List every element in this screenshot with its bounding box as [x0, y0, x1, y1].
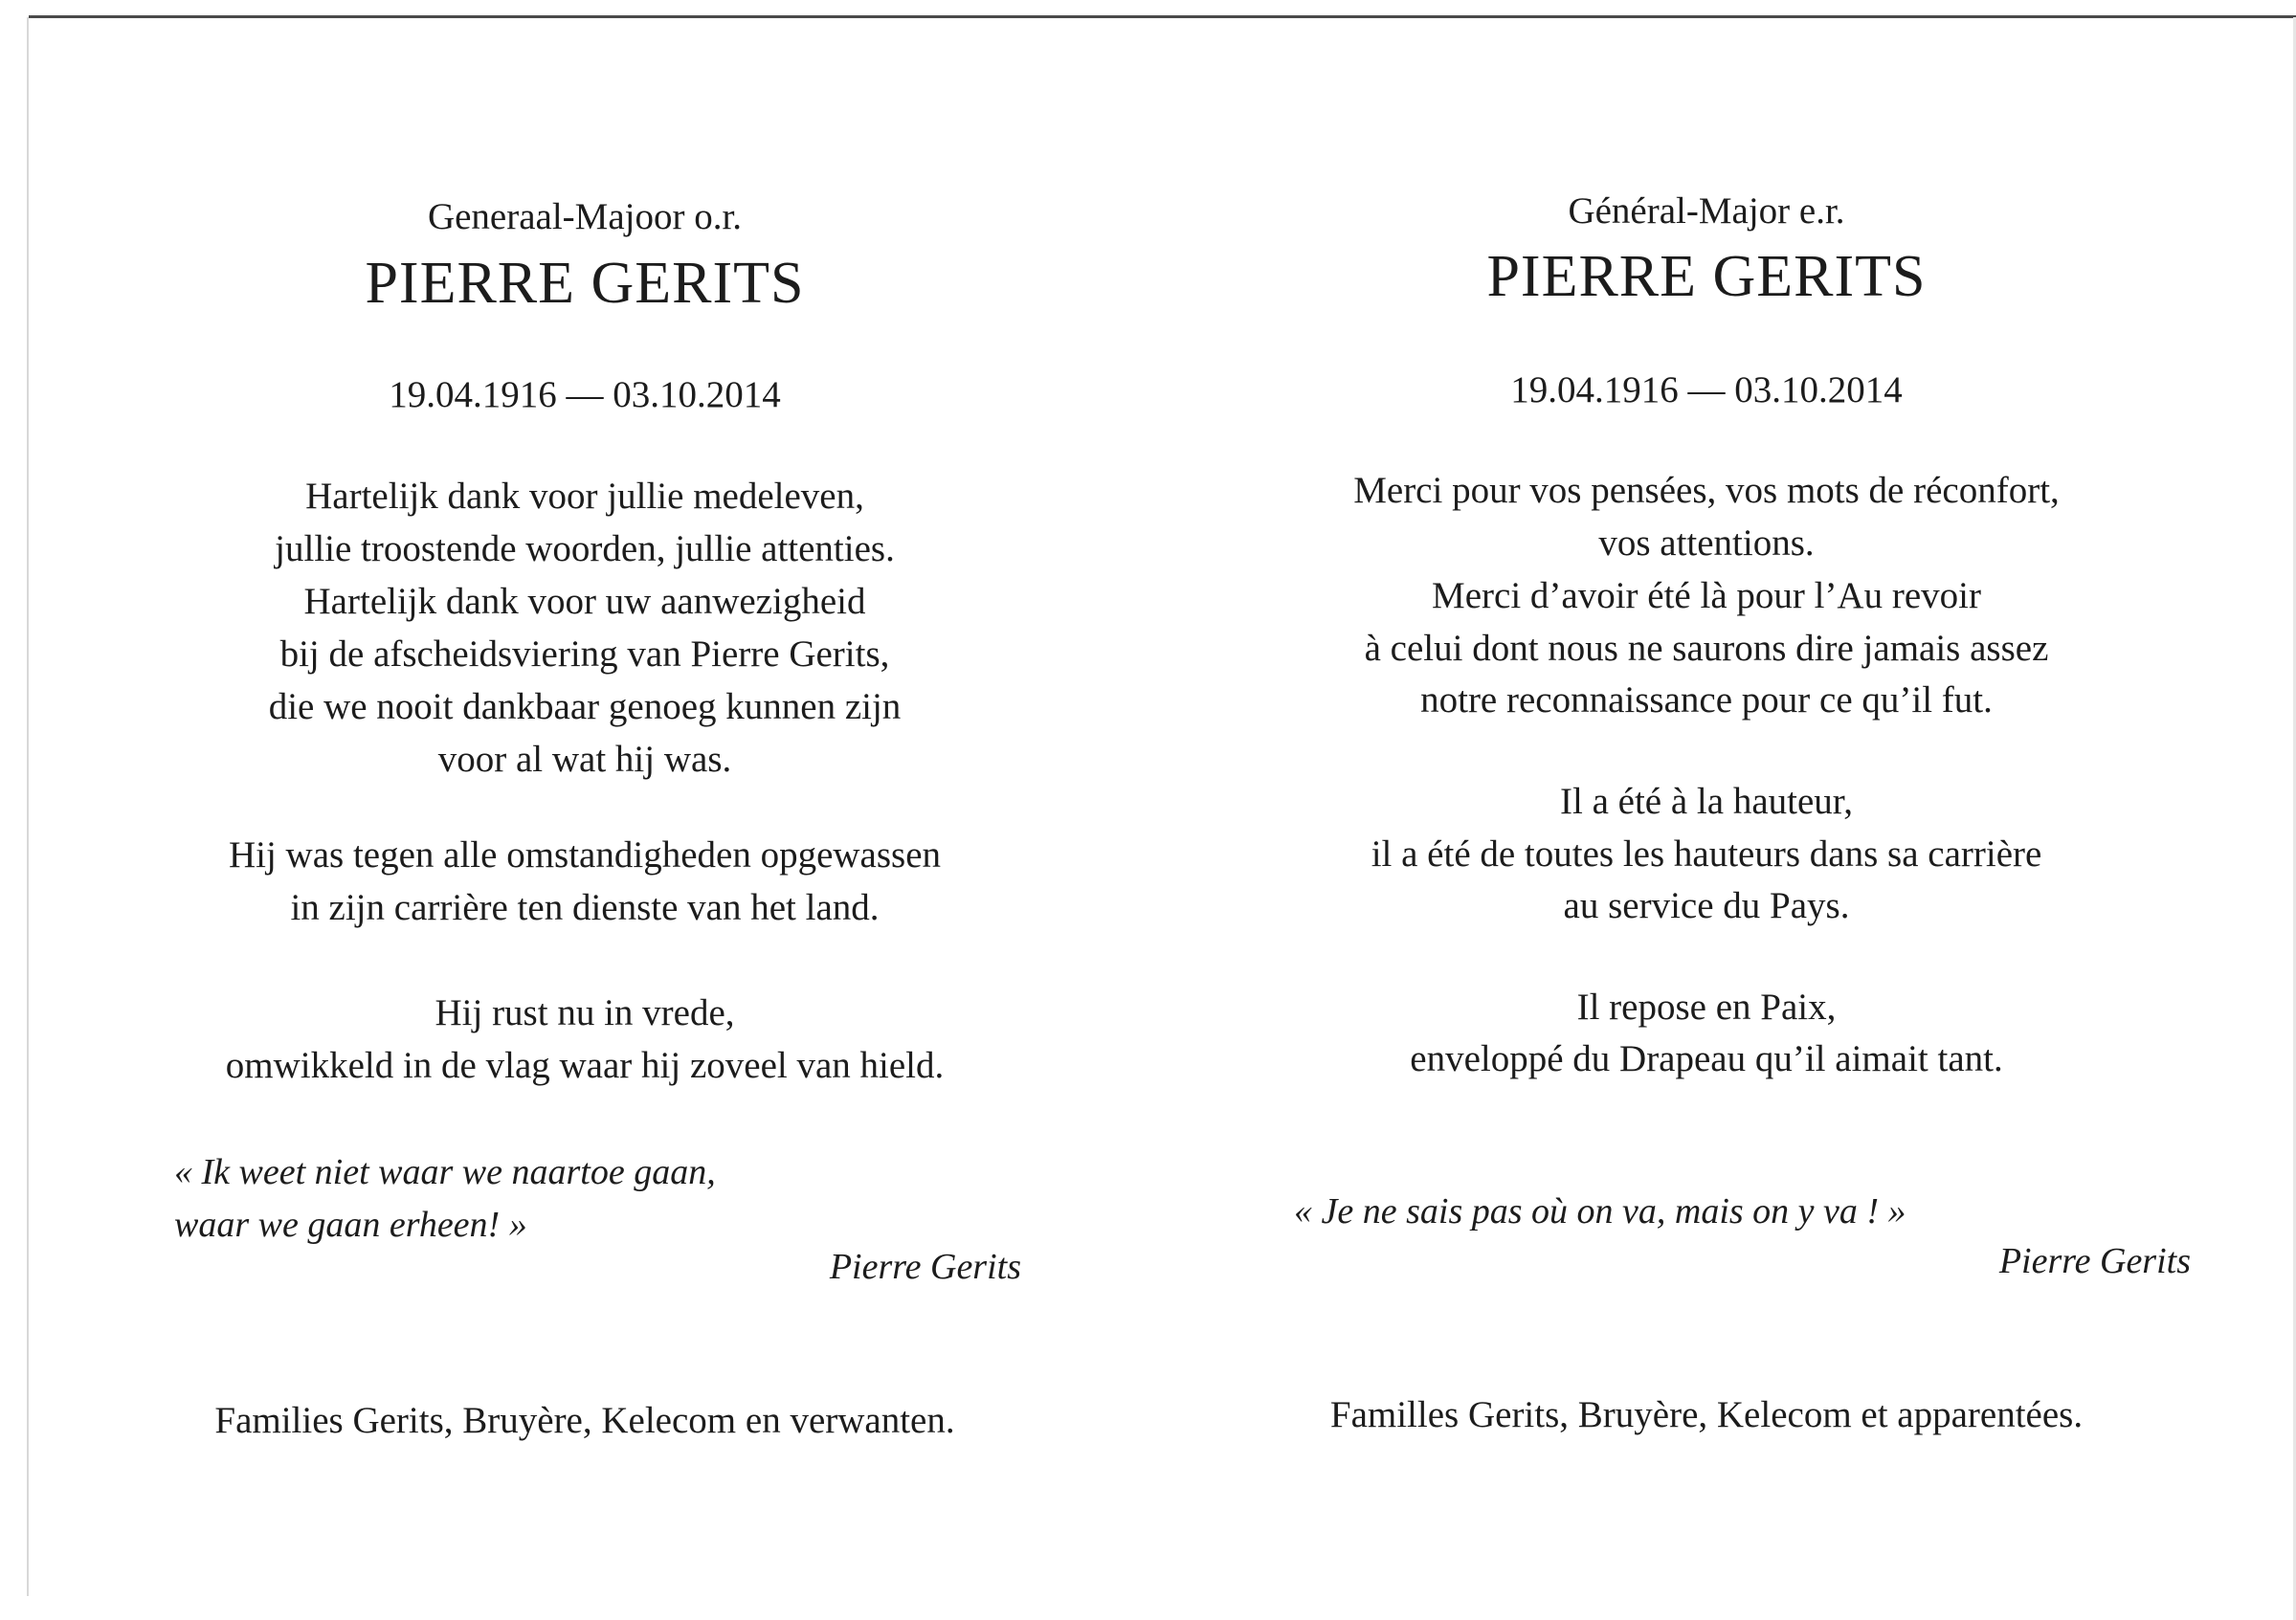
life-dates: 19.04.1916 — 03.10.2014: [1510, 369, 1903, 411]
text-line: vos attentions.: [1598, 522, 1815, 564]
life-dates: 19.04.1916 — 03.10.2014: [389, 374, 781, 415]
text-line: voor al wat hij was.: [437, 739, 732, 780]
text-line: Hij was tegen alle omstandigheden opgewassen: [228, 834, 942, 876]
text-line: Merci pour vos pensées, vos mots de réconfort,: [1353, 470, 2060, 511]
quote-line: waar we gaan erheen! »: [174, 1205, 527, 1245]
families-line: Families Gerits, Bruyère, Kelecom en verwanten.: [214, 1400, 955, 1441]
text-line: à celui dont nous ne saurons dire jamais assez: [1364, 628, 2049, 669]
rank-title: Général-Major e.r.: [1568, 190, 1845, 232]
text-line: Il a été à la hauteur,: [1560, 781, 1853, 822]
deceased-name: PIERRE GERITS: [365, 251, 805, 316]
text-line: notre reconnaissance pour ce qu’il fut.: [1420, 679, 1993, 721]
text-line: enveloppé du Drapeau qu’il aimait tant.: [1410, 1038, 2003, 1079]
text-line: omwikkeld in de vlag waar hij zoveel van hield.: [225, 1045, 945, 1086]
text-line: in zijn carrière ten dienste van het land.: [290, 887, 880, 928]
quote-line: « Ik weet niet waar we naartoe gaan,: [174, 1152, 716, 1192]
text-line: Hartelijk dank voor jullie medeleven,: [305, 476, 864, 517]
rank-title: Generaal-Majoor o.r.: [427, 196, 743, 237]
text-line: il a été de toutes les hauteurs dans sa carrière: [1371, 833, 2042, 875]
quote-line: « Je ne sais pas où on va, mais on y va ! »: [1294, 1191, 1906, 1232]
text-line: jullie troostende woorden, jullie attenties.: [275, 528, 895, 569]
text-line: au service du Pays.: [1563, 885, 1850, 926]
text-line: Hartelijk dank voor uw aanwezigheid: [303, 581, 866, 622]
text-line: Il repose en Paix,: [1576, 987, 1837, 1028]
text-line: Hij rust nu in vrede,: [435, 992, 735, 1033]
deceased-name: PIERRE GERITS: [1486, 244, 1927, 309]
quote-author: Pierre Gerits: [829, 1247, 1021, 1287]
text-line: Merci d’avoir été là pour l’Au revoir: [1432, 575, 1981, 616]
french-column: [1228, 0, 2191, 1620]
dutch-column: [106, 0, 1063, 1620]
scan-edge-left: [27, 17, 29, 1596]
families-line: Familles Gerits, Bruyère, Kelecom et apparentées.: [1329, 1394, 2084, 1435]
quote-author: Pierre Gerits: [1998, 1241, 2191, 1281]
text-line: bij de afscheidsviering van Pierre Gerits,: [279, 633, 890, 675]
text-line: die we nooit dankbaar genoeg kunnen zijn: [268, 686, 902, 727]
